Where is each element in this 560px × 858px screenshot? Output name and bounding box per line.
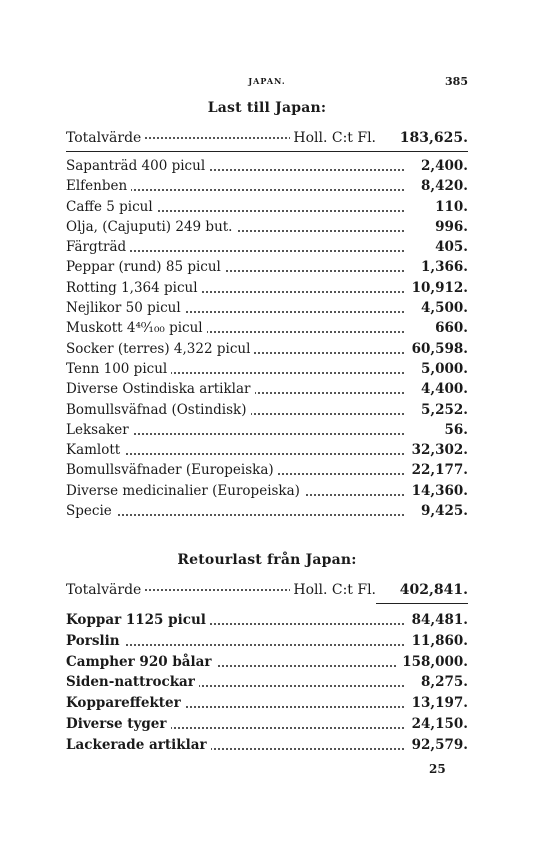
item-value: 660. xyxy=(431,320,468,336)
item-label: Rotting 1,364 picul xyxy=(66,280,202,296)
list-item xyxy=(66,483,468,503)
item-value: 14,360. xyxy=(408,483,468,499)
list-item xyxy=(66,654,468,675)
cargo-item-list xyxy=(66,158,468,523)
item-label: Olja, (Cajuputi) 249 but. xyxy=(66,219,236,235)
currency-unit: Holl. C:t Fl. xyxy=(290,130,380,146)
list-item xyxy=(66,503,468,523)
item-label: Bomullsväfnader (Europeiska) xyxy=(66,462,278,478)
item-value: 158,000. xyxy=(398,654,468,670)
item-label: Socker (terres) 4,322 picul xyxy=(66,341,254,357)
item-label: Koppar 1125 picul xyxy=(66,612,210,628)
item-value: 24,150. xyxy=(408,716,468,732)
item-value: 2,400. xyxy=(417,158,468,174)
list-item xyxy=(66,422,468,442)
item-label: Elfenben xyxy=(66,178,131,194)
item-label: Caffe 5 picul xyxy=(66,199,157,215)
item-value: 11,860. xyxy=(408,633,468,649)
list-item xyxy=(66,239,468,259)
item-value: 8,420. xyxy=(417,178,468,194)
total-row-return xyxy=(66,582,468,602)
list-item xyxy=(66,462,468,482)
item-value: 405. xyxy=(431,239,468,255)
list-item xyxy=(66,320,468,340)
item-value: 8,275. xyxy=(417,674,468,690)
section-title-cargo-to-japan: Last till Japan: xyxy=(207,100,327,116)
item-value: 84,481. xyxy=(408,612,468,628)
item-label: Kamlott xyxy=(66,442,124,458)
item-value: 10,912. xyxy=(408,280,468,296)
item-label: Porslin xyxy=(66,633,124,649)
list-item xyxy=(66,361,468,381)
item-value: 1,366. xyxy=(417,259,468,275)
item-label: Specie xyxy=(66,503,116,519)
list-item xyxy=(66,402,468,422)
item-label: Diverse medicinalier (Europeiska) xyxy=(66,483,304,499)
currency-unit: Holl. C:t Fl. xyxy=(290,582,380,598)
total-label: Totalvärde xyxy=(66,582,144,598)
list-item xyxy=(66,674,468,695)
total-rule xyxy=(66,151,468,152)
item-label: Siden-nattrockar xyxy=(66,674,199,690)
item-value: 13,197. xyxy=(408,695,468,711)
list-item xyxy=(66,178,468,198)
total-underline xyxy=(376,603,468,604)
running-head xyxy=(66,76,468,90)
running-title: JAPAN. xyxy=(248,76,286,86)
list-item xyxy=(66,442,468,462)
total-row-cargo xyxy=(66,130,468,150)
list-item xyxy=(66,280,468,300)
return-item-list xyxy=(66,612,468,758)
item-label: Campher 920 bålar xyxy=(66,654,216,670)
item-value: 22,177. xyxy=(408,462,468,478)
list-item xyxy=(66,259,468,279)
list-item xyxy=(66,695,468,716)
section-title-return-cargo: Retourlast från Japan: xyxy=(177,552,357,568)
item-value: 996. xyxy=(431,219,468,235)
list-item xyxy=(66,716,468,737)
item-value: 5,000. xyxy=(417,361,468,377)
list-item xyxy=(66,219,468,239)
item-value: 4,400. xyxy=(417,381,468,397)
item-label: Nejlikor 50 picul xyxy=(66,300,185,316)
item-label: Sapanträd 400 picul xyxy=(66,158,209,174)
item-value: 110. xyxy=(431,199,468,215)
item-label: Leksaker xyxy=(66,422,133,438)
total-value: 183,625. xyxy=(399,130,468,146)
item-label: Lackerade artiklar xyxy=(66,737,211,753)
list-item xyxy=(66,612,468,633)
list-item xyxy=(66,158,468,178)
item-label: Koppareffekter xyxy=(66,695,185,711)
total-label: Totalvärde xyxy=(66,130,144,146)
list-item xyxy=(66,341,468,361)
item-value: 5,252. xyxy=(417,402,468,418)
signature-mark: 25 xyxy=(429,762,446,776)
item-value: 9,425. xyxy=(417,503,468,519)
item-label: Muskott 4⁴⁰⁄₁₀₀ picul xyxy=(66,320,207,336)
item-value: 56. xyxy=(441,422,469,438)
item-label: Diverse Ostindiska artiklar xyxy=(66,381,255,397)
list-item xyxy=(66,199,468,219)
item-value: 4,500. xyxy=(417,300,468,316)
item-value: 60,598. xyxy=(408,341,468,357)
item-label: Peppar (rund) 85 picul xyxy=(66,259,225,275)
list-item xyxy=(66,381,468,401)
list-item xyxy=(66,633,468,654)
item-label: Bomullsväfnad (Ostindisk) xyxy=(66,402,251,418)
item-label: Tenn 100 picul xyxy=(66,361,171,377)
item-value: 32,302. xyxy=(408,442,468,458)
item-value: 92,579. xyxy=(408,737,468,753)
total-value: 402,841. xyxy=(399,582,468,598)
list-item xyxy=(66,300,468,320)
item-label: Färgträd xyxy=(66,239,130,255)
dot-leader xyxy=(70,514,404,516)
item-label: Diverse tyger xyxy=(66,716,171,732)
page-number: 385 xyxy=(445,75,468,88)
list-item xyxy=(66,737,468,758)
